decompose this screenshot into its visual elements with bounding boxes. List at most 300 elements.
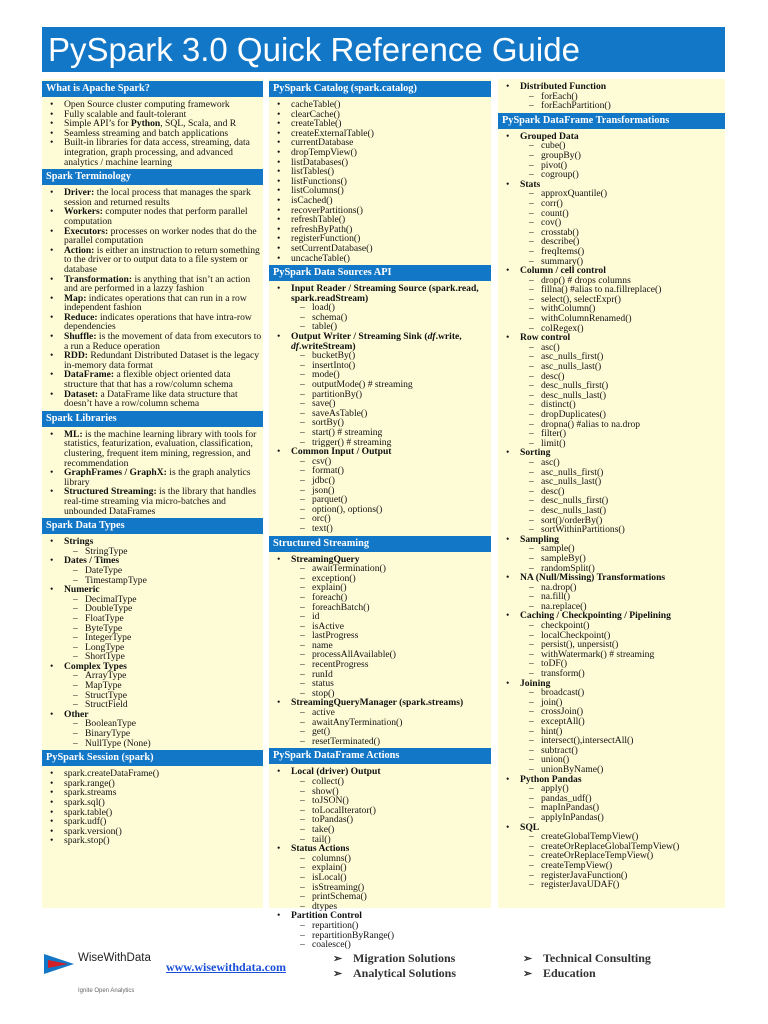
item-text: Other (64, 708, 89, 720)
sub-item: – limit() (498, 439, 725, 449)
item-text: ML: is the machine learning library with tools for statistics, featurization, evaluation, classification, clustering, frequent item mining, regression, and recommendation (64, 428, 257, 469)
sub-item: – sampleBy() (498, 554, 725, 564)
list-item (269, 254, 491, 264)
item-text: clearCache() (291, 108, 340, 120)
sub-item: – na.fill() (498, 592, 725, 602)
item-text: recoverPartitions() (291, 204, 363, 216)
sub-list (269, 351, 491, 447)
company-logo (42, 940, 162, 1000)
sub-item: – approxQuantile() (498, 189, 725, 199)
sub-item: – forEach() (498, 92, 725, 102)
sub-item: – isStreaming() (269, 883, 491, 893)
item-text: Map: indicates operations that can run in a row independent fashion (64, 292, 247, 314)
sub-item: – isLocal() (269, 873, 491, 883)
section-spark-data-types (42, 518, 263, 748)
sub-list (498, 141, 725, 179)
sub-item: – pandas_udf() (498, 794, 725, 804)
sub-item: – orc() (269, 514, 491, 524)
sub-item: – format() (269, 466, 491, 476)
bullet-list (498, 82, 725, 111)
sub-item: – mapInPandas() (498, 803, 725, 813)
bullet-list (42, 188, 263, 409)
sub-item: – drop() # drops columns (498, 276, 725, 286)
sub-item: – coalesce() (269, 940, 491, 950)
item-text: Shuffle: is the movement of data from executors to a run a Reduce operation (64, 331, 262, 352)
sub-list-wrapper (498, 189, 725, 266)
bullet-list (42, 537, 263, 748)
arrow-icon: ➢ (333, 953, 343, 965)
sub-list (498, 583, 725, 612)
sub-item: – createTempView() (498, 861, 725, 871)
sub-item: – select(), selectExpr() (498, 295, 725, 305)
column-2 (269, 79, 491, 951)
section-spark-terminology (42, 169, 263, 409)
section-heading: PySpark Data Sources API (269, 265, 491, 281)
sub-item: – dropDuplicates() (498, 410, 725, 420)
item-text: spark.table() (64, 806, 113, 818)
item-text: Numeric (64, 584, 100, 596)
sub-item: – IntegerType (42, 633, 263, 643)
item-text: setCurrentDatabase() (291, 242, 373, 254)
item-text: Transformation: is anything that isn’t an action and are performed in a lazzy fashion (64, 273, 251, 295)
sub-item: – resetTerminated() (269, 737, 491, 747)
sub-list-wrapper (269, 303, 491, 332)
sub-item: – exception() (269, 574, 491, 584)
item-text: spark.stop() (64, 835, 110, 847)
sub-item: – asc_nulls_last() (498, 477, 725, 487)
sub-item: – createOrReplaceTempView() (498, 851, 725, 861)
sub-item: – randomSplit() (498, 564, 725, 574)
sub-item: – TimestampType (42, 576, 263, 586)
item-text: Dataset: a DataFrame like data structure that doesn’t have a row/column schema (64, 388, 238, 410)
item-text: spark.sql() (64, 797, 105, 808)
sub-item: – checkpoint() (498, 621, 725, 631)
sub-item: – explain() (269, 583, 491, 593)
column-3 (498, 79, 725, 908)
sub-item: – na.replace() (498, 602, 725, 612)
item-text: StreamingQueryManager (spark.streams) (291, 697, 464, 709)
item-text: Structured Streaming: is the library that handles real-time streaming via micro-batches and unbounded DataFrames (64, 486, 257, 517)
item-text: listTables() (291, 166, 335, 178)
item-text: StreamingQuery (291, 553, 360, 565)
sub-item: – repartitionByRange() (269, 931, 491, 941)
item-text: createTable() (291, 118, 342, 130)
item-text: Complex Types (64, 660, 127, 672)
sub-item: – text() (269, 524, 491, 534)
logo-tagline: Ignite Open Analytics (78, 988, 135, 994)
list-item (42, 487, 263, 516)
list-item (42, 468, 263, 487)
item-text: Action: is either an instruction to return something to the driver or to output data to a file system or database (64, 244, 260, 275)
item-text: registerFunction() (291, 233, 361, 245)
sub-item: – outputMode() # streaming (269, 380, 491, 390)
sub-item: – StructType (42, 691, 263, 701)
arrow-icon: ➢ (523, 953, 533, 965)
bullet-list (498, 132, 725, 890)
sub-item: – intersect(),intersectAll() (498, 736, 725, 746)
sub-item: – withColumn() (498, 304, 725, 314)
item-text: listDatabases() (291, 156, 349, 168)
sub-item: – registerJavaFunction() (498, 871, 725, 881)
sub-item: – explain() (269, 863, 491, 873)
list-item (42, 313, 263, 332)
sub-item: – broadcast() (498, 688, 725, 698)
arrow-icon: ➢ (523, 968, 533, 980)
sub-item: – option(), options() (269, 505, 491, 515)
sub-item: – BooleanType (42, 719, 263, 729)
item-text: RDD: Redundant Distributed Dataset is the legacy in-memory data format (64, 350, 260, 371)
sub-item: – unionByName() (498, 765, 725, 775)
sub-list-wrapper (498, 621, 725, 679)
sub-list (498, 832, 725, 890)
sub-list-wrapper (498, 458, 725, 535)
section-pyspark-data-sources-api (269, 265, 491, 533)
sub-item: – transform() (498, 669, 725, 679)
item-text: Sorting (520, 447, 551, 459)
sub-item: – desc_nulls_first() (498, 381, 725, 391)
section-heading: PySpark DataFrame Transformations (498, 113, 725, 129)
sub-item: – save() (269, 399, 491, 409)
list-item (42, 246, 263, 275)
sub-item: – jdbc() (269, 476, 491, 486)
item-text: Fully scalable and fault-tolerant (64, 108, 187, 120)
sub-list-wrapper (42, 671, 263, 709)
sub-item: – asc_nulls_first() (498, 352, 725, 362)
list-item (42, 294, 263, 313)
sub-item: – freqItems() (498, 247, 725, 257)
item-text: dropTempView() (291, 146, 357, 158)
sub-list (498, 784, 725, 822)
bullet-list (269, 284, 491, 533)
sub-item: – toDF() (498, 659, 725, 669)
sub-item: – DoubleType (42, 604, 263, 614)
item-text: uncacheTable() (291, 252, 350, 264)
sub-item: – processAllAvailable() (269, 650, 491, 660)
sub-list (42, 671, 263, 709)
sub-item: – crossJoin() (498, 707, 725, 717)
sub-item: – dropna() #alias to na.drop (498, 420, 725, 430)
list-item (42, 390, 263, 409)
sub-item: – repartition() (269, 921, 491, 931)
sub-item: – hint() (498, 727, 725, 737)
sub-item: – stop() (269, 689, 491, 699)
sub-item: – foreachBatch() (269, 603, 491, 613)
sub-list (269, 708, 491, 746)
item-text: listFunctions() (291, 175, 347, 187)
sub-item: – cogroup() (498, 170, 725, 180)
sub-item: – recentProgress (269, 660, 491, 670)
item-text: Sampling (520, 533, 559, 545)
sub-item: – bucketBy() (269, 351, 491, 361)
section-heading: Spark Libraries (42, 411, 263, 427)
list-item (42, 351, 263, 370)
sub-item: – sortWithinPartitions() (498, 525, 725, 535)
sub-item: – cube() (498, 141, 725, 151)
sub-item: – summary() (498, 257, 725, 267)
list-item (42, 836, 263, 846)
section-heading: Spark Data Types (42, 518, 263, 534)
bullet-list (269, 555, 491, 747)
sub-item: – localCheckpoint() (498, 631, 725, 641)
sub-item: – LongType (42, 643, 263, 653)
sub-item: – foreach() (269, 593, 491, 603)
item-text: NA (Null/Missing) Transformations (520, 572, 666, 584)
sub-item: – desc() (498, 372, 725, 382)
item-text: Joining (520, 677, 551, 689)
sub-list-wrapper (269, 777, 491, 844)
sub-item: – sample() (498, 544, 725, 554)
section-continued (498, 79, 725, 111)
sub-item: – MapType (42, 681, 263, 691)
list-item (269, 284, 491, 303)
item-text: DataFrame: a flexible object oriented data structure that that has a row/column schema (64, 369, 233, 391)
sub-list-wrapper (42, 566, 263, 585)
item-text: spark.createDataFrame() (64, 768, 160, 780)
sub-item: – desc_nulls_first() (498, 496, 725, 506)
sub-item: – active (269, 708, 491, 718)
sub-item: – subtract() (498, 746, 725, 756)
item-text: Partition Control (291, 910, 362, 922)
sub-list-wrapper (498, 784, 725, 822)
item-text: Reduce: indicates operations that have intra-row dependencies (64, 311, 252, 333)
bullet-list (269, 767, 491, 949)
item-text: spark.streams (64, 787, 117, 799)
sub-list (498, 688, 725, 774)
footer (0, 930, 768, 1024)
item-text: cacheTable() (291, 99, 341, 110)
sub-item: – FloatType (42, 614, 263, 624)
item-text: Executors: processes on worker nodes that do the parallel computation (64, 225, 257, 247)
sub-item: – count() (498, 209, 725, 219)
sub-item: – sort()/orderBy() (498, 516, 725, 526)
sub-list-wrapper (269, 564, 491, 698)
sub-item: – withColumnRenamed() (498, 314, 725, 324)
sub-item: – StructField (42, 700, 263, 710)
sub-item: – runId (269, 670, 491, 680)
sub-item: – status (269, 679, 491, 689)
sub-item: – mode() (269, 370, 491, 380)
section-structured-streaming (269, 536, 491, 747)
section-pyspark-session-spark (42, 750, 263, 846)
sub-list-wrapper (42, 595, 263, 662)
sub-item: – desc_nulls_last() (498, 391, 725, 401)
sub-item: – id (269, 612, 491, 622)
sub-list (42, 719, 263, 748)
sub-item: – name (269, 641, 491, 651)
sub-list (42, 566, 263, 585)
sub-item: – isActive (269, 622, 491, 632)
sub-list-wrapper (498, 276, 725, 334)
sub-item: – applyInPandas() (498, 813, 725, 823)
sub-item: – columns() (269, 854, 491, 864)
item-text: Stats (520, 178, 541, 190)
sub-item: – StringType (42, 547, 263, 557)
item-text: refreshByPath() (291, 223, 353, 235)
sub-list-wrapper (269, 351, 491, 447)
wisewithdata-logo-icon (42, 946, 78, 982)
section-spark-libraries (42, 411, 263, 516)
sub-list (269, 303, 491, 332)
sub-item: – filter() (498, 429, 725, 439)
sub-item: – asc_nulls_last() (498, 362, 725, 372)
sub-item: – withWatermark() # streaming (498, 650, 725, 660)
item-text: Dates / Times (64, 555, 120, 567)
sub-list-wrapper (498, 92, 725, 111)
sub-item: – describe() (498, 237, 725, 247)
sub-item: – BinaryType (42, 729, 263, 739)
item-text: Driver: the local process that manages the spark session and returned results (64, 187, 251, 208)
sub-item: – toJSON() (269, 796, 491, 806)
sub-list (498, 544, 725, 573)
item-text: spark.range() (64, 777, 115, 789)
sub-item: – table() (269, 322, 491, 332)
item-text: Grouped Data (520, 130, 579, 142)
sub-item: – join() (498, 698, 725, 708)
sub-item: – forEachPartition() (498, 101, 725, 111)
sub-item: – DateType (42, 566, 263, 576)
sub-item: – asc() (498, 458, 725, 468)
sub-item: – desc_nulls_last() (498, 506, 725, 516)
sub-item: – ByteType (42, 624, 263, 634)
list-item (42, 138, 263, 167)
sub-item: – awaitTermination() (269, 564, 491, 574)
sub-list (498, 92, 725, 111)
item-text: Strings (64, 536, 94, 548)
sub-item: – registerJavaUDAF() (498, 880, 725, 890)
sub-item: – trigger() # streaming (269, 438, 491, 448)
item-text: Caching / Checkpointing / Pipelining (520, 610, 671, 622)
sub-item: – union() (498, 755, 725, 765)
page-title: PySpark 3.0 Quick Reference Guide (48, 31, 580, 68)
sub-item: – pivot() (498, 161, 725, 171)
sub-list (269, 854, 491, 912)
sub-item: – fillna() #alias to na.fillreplace() (498, 285, 725, 295)
title-banner (42, 27, 725, 72)
item-text: Open Source cluster computing framework (64, 99, 230, 110)
sub-item: – asc_nulls_first() (498, 468, 725, 478)
list-item (42, 332, 263, 351)
sub-list (269, 777, 491, 844)
list-item (42, 188, 263, 207)
sub-item: – start() # streaming (269, 428, 491, 438)
sub-item: – take() (269, 825, 491, 835)
item-text: listColumns() (291, 185, 344, 197)
sub-item: – corr() (498, 199, 725, 209)
section-heading: PySpark Catalog (spark.catalog) (269, 81, 491, 97)
item-text: Column / cell control (520, 265, 606, 277)
sub-item: – ArrayType (42, 671, 263, 681)
item-text: Local (driver) Output (291, 766, 381, 778)
sub-item: – show() (269, 787, 491, 797)
item-text: Workers: computer nodes that perform parallel computation (64, 206, 248, 227)
item-text: spark.udf() (64, 816, 107, 828)
sub-item: – DecimalType (42, 595, 263, 605)
arrow-icon: ➢ (333, 968, 343, 980)
list-item (42, 207, 263, 226)
sub-item: – awaitAnyTermination() (269, 718, 491, 728)
bullet-list (42, 769, 263, 846)
sub-item: – createGlobalTempView() (498, 832, 725, 842)
sub-item: – asc() (498, 343, 725, 353)
bullet-list (269, 100, 491, 263)
item-text: Row control (520, 332, 571, 344)
sub-list-wrapper (269, 854, 491, 912)
item-text: Built-in libraries for data access, streaming, data integration, graph processing, and advanced analytics / machine learning (64, 137, 250, 168)
item-text: createExternalTable() (291, 127, 374, 139)
sub-list-wrapper (498, 544, 725, 573)
sub-item: – tail() (269, 835, 491, 845)
item-text: Python Pandas (520, 773, 582, 785)
sub-list-wrapper (42, 719, 263, 748)
list-item (42, 430, 263, 468)
sub-item: – NullType (None) (42, 739, 263, 749)
list-item (269, 332, 491, 351)
sub-item: – distinct() (498, 400, 725, 410)
item-text: spark.version() (64, 825, 122, 837)
logo-text: WiseWithData (78, 952, 151, 964)
sub-list-wrapper (498, 832, 725, 890)
sub-item: – ShortType (42, 652, 263, 662)
sub-list (498, 189, 725, 266)
section-heading: Spark Terminology (42, 169, 263, 185)
sub-item: – colRegex() (498, 324, 725, 334)
sub-list-wrapper (498, 141, 725, 179)
item-text: GraphFrames / GraphX: is the graph analytics library (64, 467, 251, 488)
sub-list (42, 595, 263, 662)
section-pyspark-catalog-spark-catalog (269, 81, 491, 263)
sub-item: – crosstab() (498, 228, 725, 238)
sub-item: – dtypes (269, 902, 491, 912)
list-item (42, 227, 263, 246)
sub-item: – parquet() (269, 495, 491, 505)
sub-list (498, 458, 725, 535)
item-text: Input Reader / Streaming Source (spark.read, spark.readStream) (291, 283, 479, 304)
sub-item: – load() (269, 303, 491, 313)
sub-list (269, 564, 491, 698)
sub-item: – persist(), unpersist() (498, 640, 725, 650)
sub-item: – lastProgress (269, 631, 491, 641)
list-item (42, 370, 263, 389)
sub-list (269, 457, 491, 534)
section-pyspark-dataframe-actions (269, 748, 491, 949)
sub-item: – toPandas() (269, 815, 491, 825)
service-consulting: ➢ Technical Consulting (523, 951, 651, 965)
item-text: isCached() (291, 194, 333, 206)
sub-list-wrapper (498, 343, 725, 449)
column-1 (42, 79, 263, 908)
item-text: Seamless streaming and batch applications (64, 127, 229, 139)
item-text: refreshTable() (291, 214, 346, 226)
sub-list (498, 621, 725, 679)
service-analytical: ➢ Analytical Solutions (333, 966, 457, 980)
sub-item: – json() (269, 486, 491, 496)
sub-item: – schema() (269, 313, 491, 323)
item-text: currentDatabase (291, 137, 354, 149)
sub-list-wrapper (498, 583, 725, 612)
item-text: Distributed Function (520, 81, 607, 92)
service-education: ➢ Education (523, 966, 596, 980)
item-text: SQL (520, 821, 540, 833)
website-link[interactable]: www.wisewithdata.com (166, 960, 286, 974)
sub-item: – collect() (269, 777, 491, 787)
sub-list-wrapper (269, 457, 491, 534)
sub-item: – printSchema() (269, 892, 491, 902)
sub-item: – get() (269, 727, 491, 737)
sub-list (498, 276, 725, 334)
sub-item: – exceptAll() (498, 717, 725, 727)
sub-item: – sortBy() (269, 418, 491, 428)
sub-item: – toLocalIterator() (269, 806, 491, 816)
